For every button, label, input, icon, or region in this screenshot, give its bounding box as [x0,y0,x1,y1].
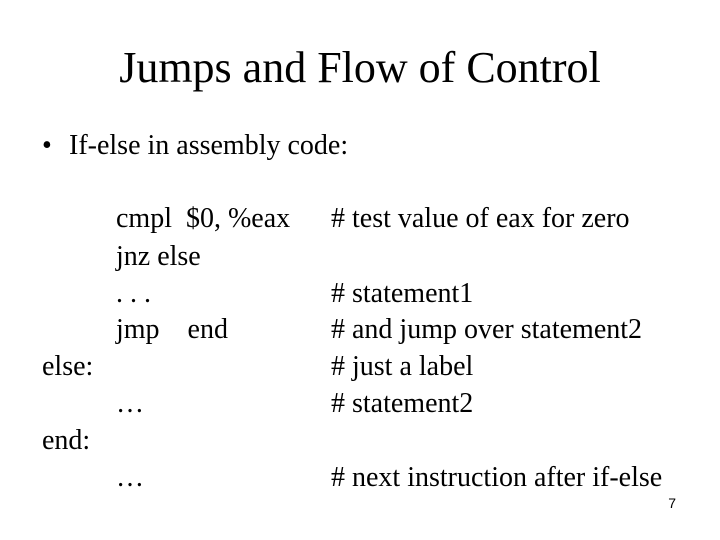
comment-statement1: # statement1 [331,278,474,309]
comment-test: # test value of eax for zero [331,203,630,234]
instruction-dots: . . . [116,278,151,309]
comment-statement2: # statement2 [331,388,474,419]
bullet-marker: • [42,130,52,161]
comment-just-label: # just a label [331,351,474,382]
comment-jump-over: # and jump over statement2 [331,314,643,345]
instruction-ellipsis-else: … [116,388,144,419]
label-else: else: [42,351,94,382]
bullet-text: If-else in assembly code: [69,130,349,161]
slide-title: Jumps and Flow of Control [119,43,601,92]
instruction-jmp: jmp end [116,314,228,345]
comment-next-instruction: # next instruction after if-else [331,462,663,493]
instruction-cmpl: cmpl $0, %eax [116,203,291,234]
instruction-jnz: jnz else [116,241,201,272]
label-end: end: [42,425,91,456]
bullet-item [42,127,348,165]
instruction-ellipsis-end: … [116,462,144,493]
page-number: 7 [668,495,676,511]
